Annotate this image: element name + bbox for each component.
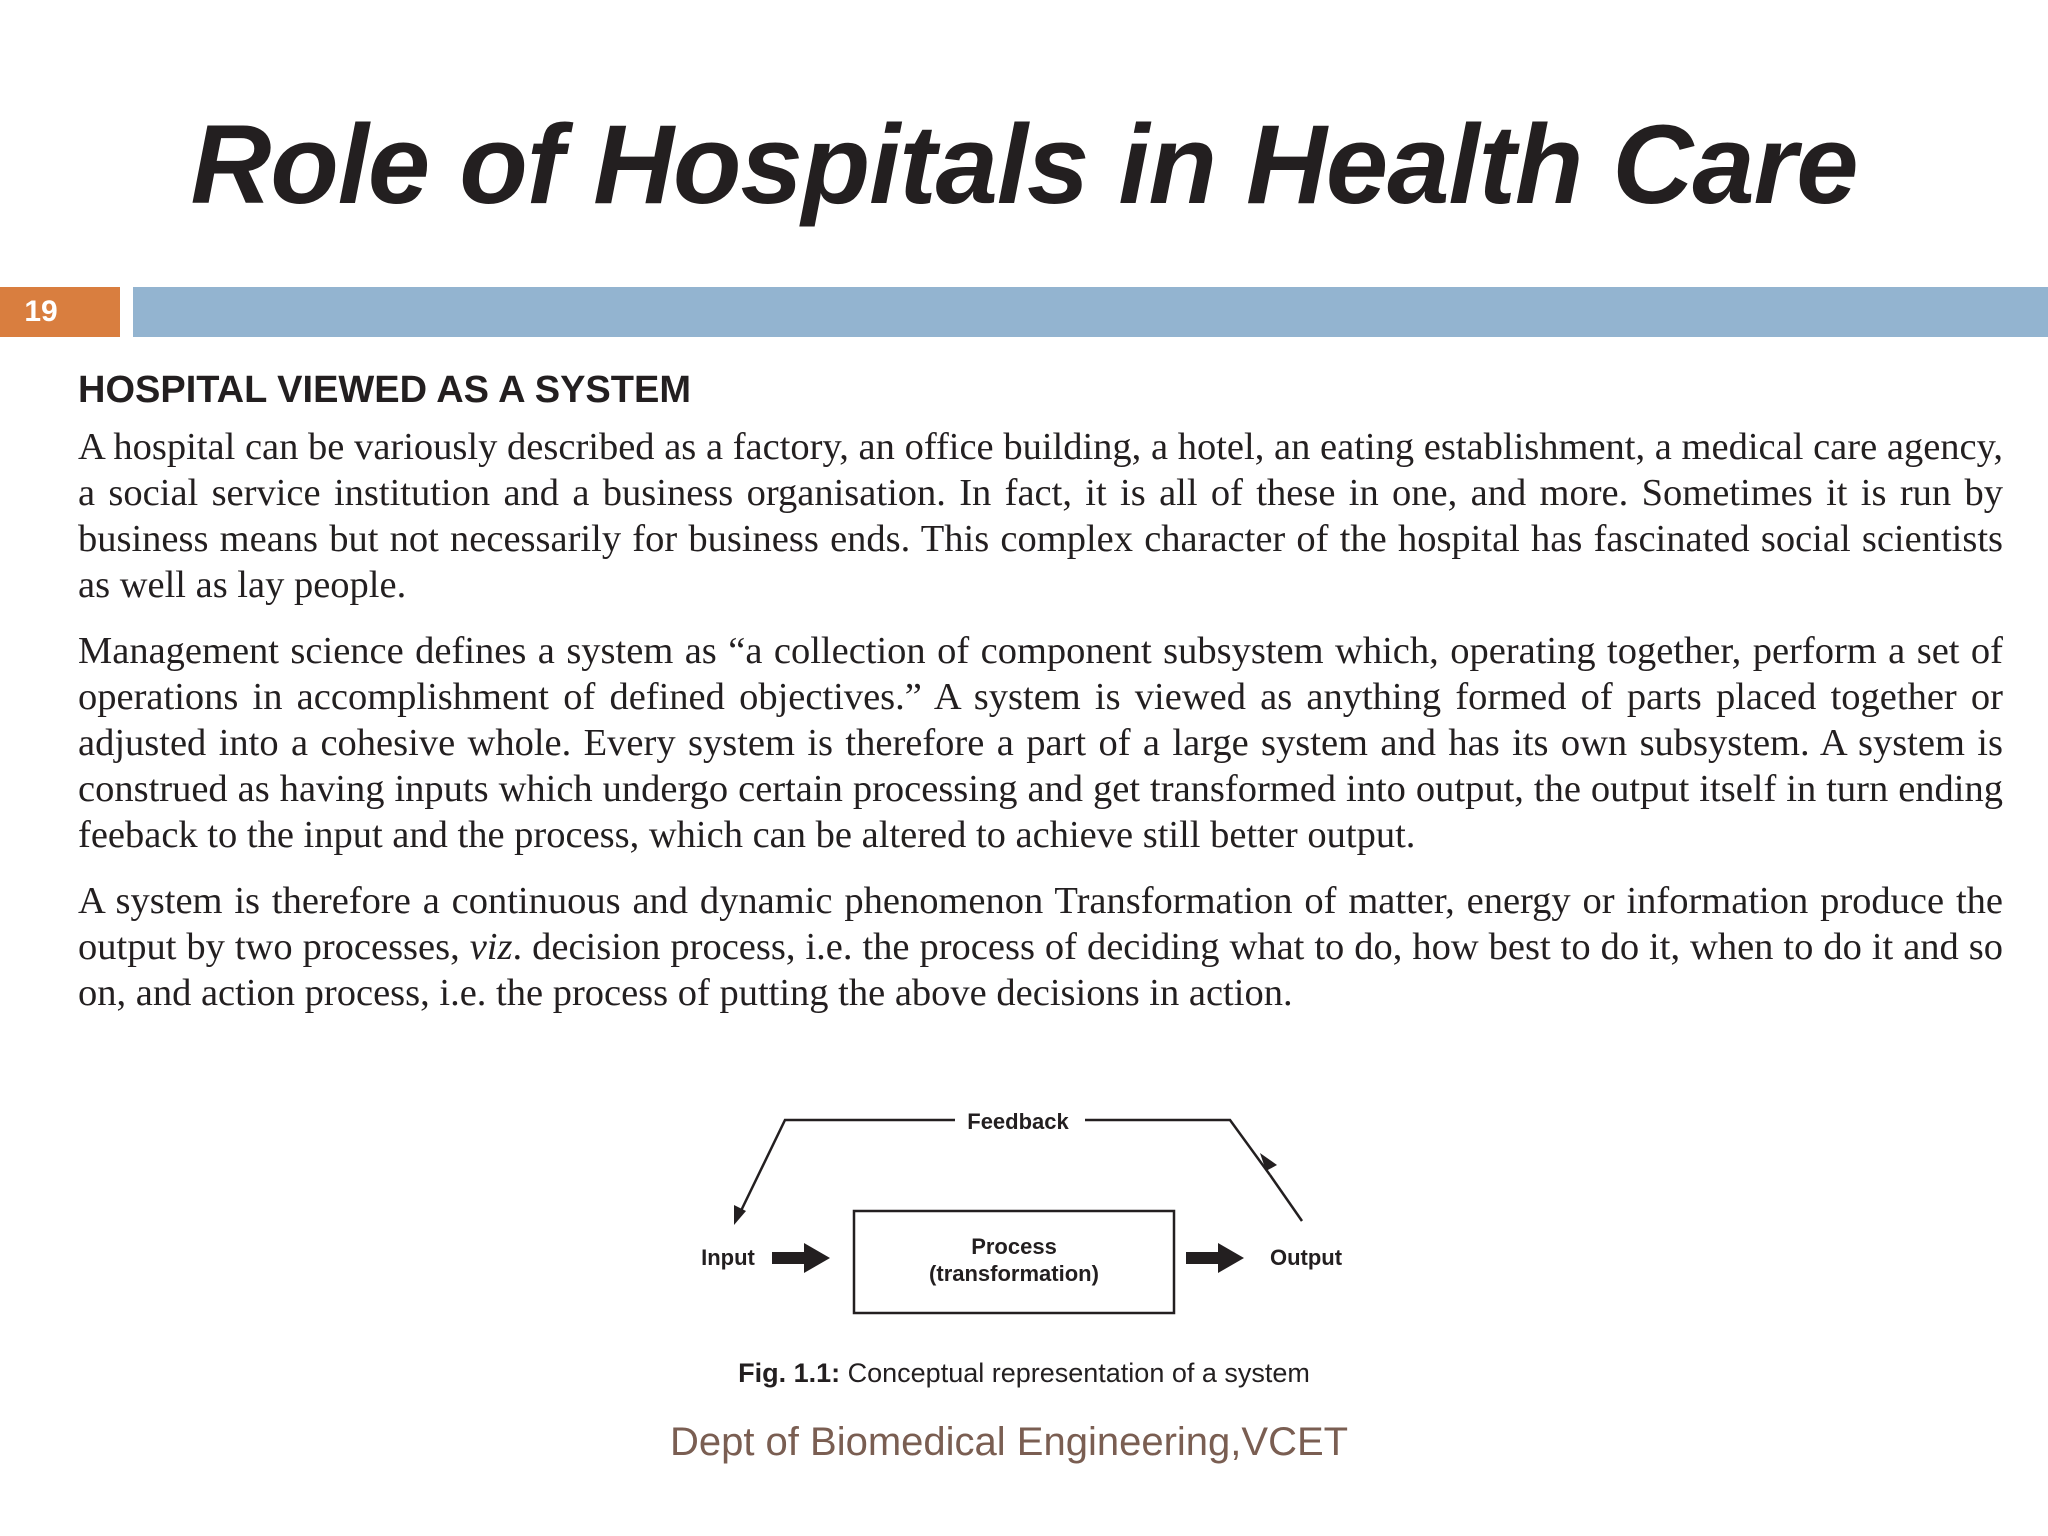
feedback-tail	[1270, 1175, 1302, 1221]
header-bar	[133, 287, 2048, 337]
footer-text: Dept of Biomedical Engineering,VCET	[669, 1420, 1349, 1464]
feedback-line	[738, 1120, 955, 1217]
output-arrow-head	[1218, 1243, 1244, 1273]
figure-caption-label: Fig. 1.1:	[738, 1358, 841, 1388]
paragraph-3-text-a: A system is therefore a continuous and dynamic phenomenon Transformation of matter, energy or information produce the output by two processes,	[78, 880, 2003, 968]
input-arrow-head	[804, 1243, 830, 1273]
slide-number: 19	[24, 295, 58, 328]
feedback-arrowhead-output	[1260, 1153, 1277, 1171]
output-label: Output	[1269, 1245, 1343, 1270]
slide-title: Role of Hospitals in Health Care	[190, 102, 1858, 227]
paragraph-3	[78, 878, 2003, 1016]
process-label: Process	[971, 1234, 1057, 1259]
feedback-label: Feedback	[967, 1109, 1069, 1134]
system-diagram-svg	[690, 1105, 1370, 1325]
slide-number-badge	[0, 287, 120, 337]
slide-content	[78, 362, 2003, 1036]
system-diagram	[690, 1105, 1370, 1325]
paragraph-3-italic: viz	[469, 926, 513, 968]
footer	[0, 1414, 2048, 1470]
figure-caption-text: Conceptual representation of a system	[840, 1358, 1310, 1388]
feedback-line-right	[1085, 1120, 1270, 1175]
paragraph-3-text-b: . decision process, i.e. the process of deciding what to do, how best to do it, when to do it and so on, and action process, i.e. the process of putting the above decisions in action.	[78, 926, 2003, 1014]
input-arrow-shaft	[772, 1252, 806, 1264]
section-heading: HOSPITAL VIEWED AS A SYSTEM	[78, 369, 691, 411]
process-sublabel: (transformation)	[929, 1261, 1099, 1286]
figure-caption	[0, 1355, 2048, 1391]
input-label: Input	[701, 1245, 755, 1270]
paragraph-2: Management science defines a system as “a collection of component subsystem which, operating together, perform a set of operations in accomplishment of defined objectives.” A system is viewed as anything formed of parts placed together or adjusted into a cohesive whole. Every system is therefore a part of a large system and has its own subsystem. A system is construed as having inputs which undergo certain processing and get transformed into output, the output itself in turn ending feeback to the input and the process, which can be altered to achieve still better output.	[78, 630, 2003, 856]
paragraph-1: A hospital can be variously described as a factory, an office building, a hotel, an eating establishment, a medical care agency, a social service institution and a business organisation. In fact, it is all of these in one, and more. Sometimes it is run by business means but not necessarily for business ends. This complex character of the hospital has fascinated social scientists as well as lay people.	[78, 426, 2003, 606]
feedback-arrowhead-input	[734, 1205, 746, 1225]
output-arrow-shaft	[1186, 1252, 1220, 1264]
